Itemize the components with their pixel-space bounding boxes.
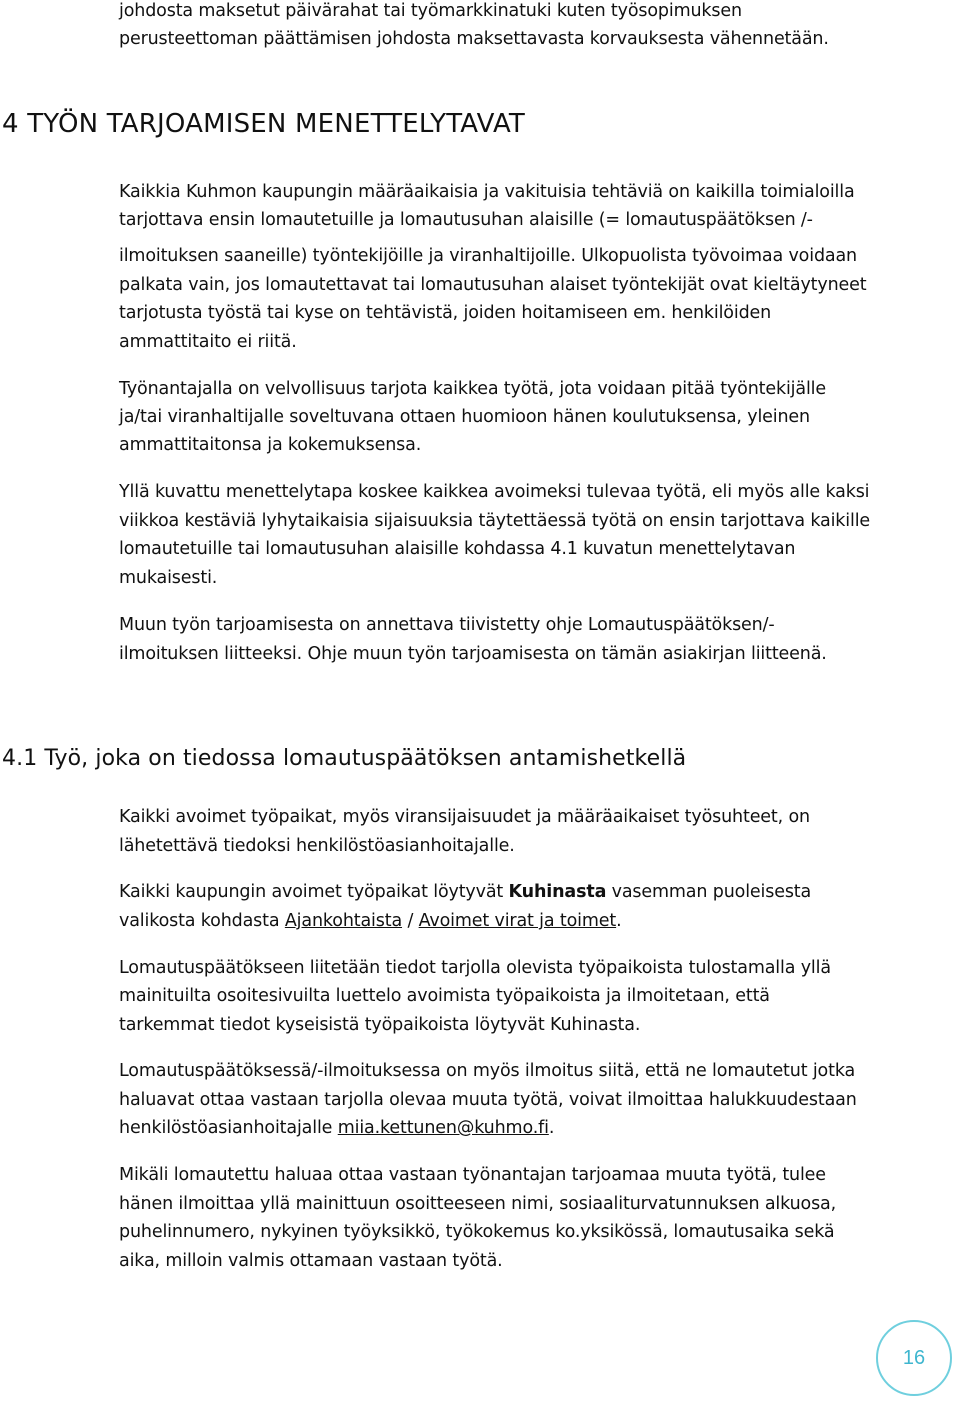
page-number: 16 xyxy=(902,1346,926,1369)
text-line: mainituilta osoitesivuilta luettelo avoimista työpaikoista ja ilmoitetaan, että xyxy=(119,986,770,1006)
text-span: henkilöstöasianhoitajalle xyxy=(119,1118,338,1138)
text-line: perusteettoman päättämisen johdosta maksettavasta korvauksesta vähennetään. xyxy=(119,29,829,49)
text-line: puhelinnumero, nykyinen työyksikkö, työkokemus ko.yksikössä, lomautusaika sekä xyxy=(119,1222,835,1242)
text-line: johdosta maksetut päivärahat tai työmarkkinatuki kuten työsopimuksen xyxy=(119,1,742,21)
text-line: ammattitaito ei riitä. xyxy=(119,332,297,352)
text-line: Lomautuspäätökseen liitetään tiedot tarjolla olevista työpaikoista tulostamalla yllä xyxy=(119,958,831,978)
text-line: ja/tai viranhaltijalle soveltuvana ottaen huomioon hänen koulutuksensa, yleinen xyxy=(119,407,810,427)
text-line: ilmoituksen saaneille) työntekijöille ja viranhaltijoille. Ulkopuolista työvoimaa voidaan xyxy=(119,246,857,266)
section-heading-4: 4 TYÖN TARJOAMISEN MENETTELYTAVAT xyxy=(2,109,525,139)
text-line: Työnantajalla on velvollisuus tarjota kaikkea työtä, jota voidaan pitää työntekijälle xyxy=(119,379,826,399)
text-line xyxy=(119,881,811,903)
section-heading-4-1: 4.1 Työ, joka on tiedossa lomautuspäätöksen antamishetkellä xyxy=(2,746,687,771)
text-line: hänen ilmoittaa yllä mainittuun osoitteeseen nimi, sosiaaliturvatunnuksen alkuosa, xyxy=(119,1194,837,1214)
text-span: / xyxy=(402,911,419,931)
text-line: Kaikki avoimet työpaikat, myös viransijaisuudet ja määräaikaiset työsuhteet, on xyxy=(119,807,810,827)
text-line xyxy=(119,910,622,932)
text-line: tarjotusta työstä tai kyse on tehtävistä, joiden hoitamiseen em. henkilöiden xyxy=(119,303,772,323)
email-link[interactable]: miia.kettunen@kuhmo.fi xyxy=(337,1118,549,1138)
text-span: Kaikki kaupungin avoimet työpaikat löytyvät xyxy=(119,882,509,902)
text-span: . xyxy=(616,911,622,931)
text-line: Yllä kuvattu menettelytapa koskee kaikkea avoimeksi tulevaa työtä, eli myös alle kaksi xyxy=(119,482,870,502)
text-line: Lomautuspäätöksessä/-ilmoituksessa on myös ilmoitus siitä, että ne lomautetut jotka xyxy=(119,1061,856,1081)
text-line: palkata vain, jos lomautettavat tai lomautusuhan alaiset työntekijät ovat kieltäytyneet xyxy=(119,275,867,295)
kuhinasta-bold: Kuhinasta xyxy=(508,882,607,902)
ajankohtaista-link[interactable]: Ajankohtaista xyxy=(284,911,403,931)
text-line: Muun työn tarjoamisesta on annettava tiivistetty ohje Lomautuspäätöksen/- xyxy=(119,615,775,635)
text-line: Mikäli lomautettu haluaa ottaa vastaan työnantajan tarjoamaa muuta työtä, tulee xyxy=(119,1165,826,1185)
page-number-badge xyxy=(876,1320,952,1396)
text-span: valikosta kohdasta xyxy=(119,911,285,931)
text-line: tarjottava ensin lomautetuille ja lomautusuhan alaisille (= lomautuspäätöksen /- xyxy=(119,210,813,230)
text-line: viikkoa kestäviä lyhytaikaisia sijaisuuksia täytettäessä työtä on ensin tarjottava kaikille xyxy=(119,511,871,531)
text-line: lomautetuille tai lomautusuhan alaisille kohdassa 4.1 kuvatun menettelytavan xyxy=(119,539,796,559)
avoimet-virat-link[interactable]: Avoimet virat ja toimet xyxy=(418,911,617,931)
text-line: haluavat ottaa vastaan tarjolla olevaa muuta työtä, voivat ilmoittaa halukkuudestaan xyxy=(119,1090,857,1110)
text-line: ammattitaitonsa ja kokemuksensa. xyxy=(119,435,422,455)
text-line: ilmoituksen liitteeksi. Ohje muun työn tarjoamisesta on tämän asiakirjan liitteenä. xyxy=(119,644,827,664)
text-line xyxy=(119,1117,554,1139)
text-span: . xyxy=(548,1118,555,1138)
text-line: Kaikkia Kuhmon kaupungin määräaikaisia ja vakituisia tehtäviä on kaikilla toimialoilla xyxy=(119,182,855,202)
text-line: tarkemmat tiedot kyseisistä työpaikoista löytyvät Kuhinasta. xyxy=(119,1015,641,1035)
text-line: aika, milloin valmis ottamaan vastaan työtä. xyxy=(119,1251,503,1271)
text-line: mukaisesti. xyxy=(119,568,218,588)
text-span: vasemman puoleisesta xyxy=(606,882,812,902)
text-line: lähetettävä tiedoksi henkilöstöasianhoitajalle. xyxy=(119,836,515,856)
